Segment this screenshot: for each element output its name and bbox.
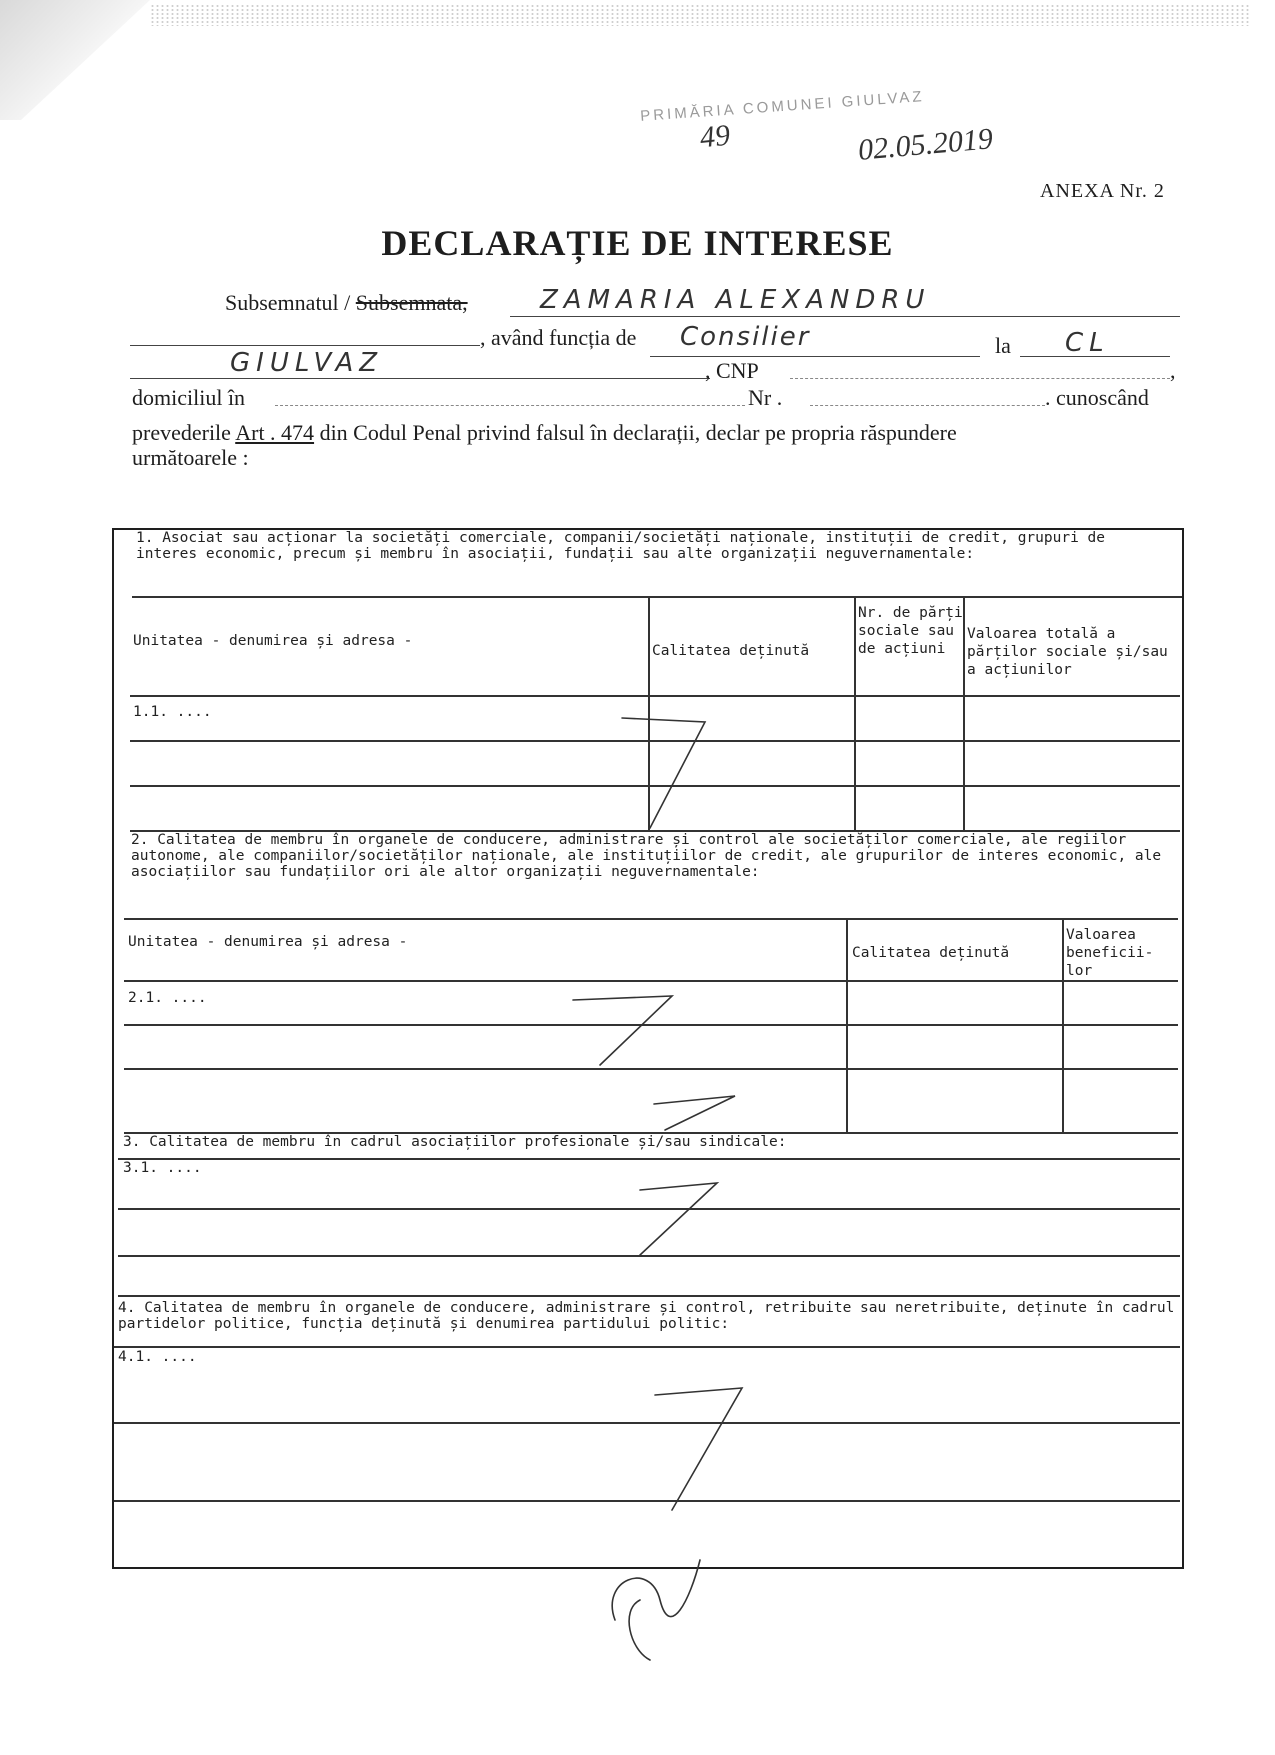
registration-date: 02.05.2019 (856, 122, 995, 167)
s1-col-shares: Nr. de părți sociale sau de acțiuni (858, 605, 963, 657)
domicile-label: domiciliul în (132, 385, 246, 410)
s2-row-label: 2.1. .... (128, 990, 207, 1006)
cnp-label: , CNP (705, 358, 759, 383)
comma: , (1170, 358, 1176, 383)
strike-mark-section-3a (654, 1096, 735, 1130)
registration-number: 49 (698, 118, 732, 155)
article-reference: Art . 474 (235, 420, 315, 445)
s1-col-quality: Calitatea deținută (652, 643, 810, 659)
s2-col-quality: Calitatea deținută (852, 945, 1010, 961)
section-1-heading: 1. Asociat sau acționar la societăți comerciale, companii/societăți naționale, instituții de credit, grupuri de interes economic, precum și membru în asociații, fundații sau alte organizații neguvernamentale: (136, 530, 1106, 562)
strike-mark-section-3b (640, 1183, 717, 1255)
s1-col-value: Valoarea totală a părților sociale și/sau a acțiunilor (967, 626, 1168, 678)
s2-col-unit: Unitatea - denumirea și adresa - (128, 934, 408, 950)
section-3-heading: 3. Calitatea de membru în cadrul asociațiilor profesionale și/sau sindicale: (123, 1134, 787, 1150)
s4-row-label: 4.1. .... (118, 1349, 197, 1365)
function-value: Consilier (680, 322, 811, 352)
function-label: , având funcția de (480, 325, 637, 350)
registration-stamp: PRIMĂRIA COMUNEI GIULVAZ (639, 88, 926, 125)
section-4-heading: 4. Calitatea de membru în organele de conducere, administrare și control, retribuite sau neretribuite, deținute în cadrul partidelor politice, funcția deținută și denumirea partidului politic: (118, 1300, 1175, 1332)
institution-continued-value: GIULVAZ (230, 348, 384, 378)
strike-mark-section-1 (622, 718, 705, 828)
subsemnata-label-struck: Subsemnata, (355, 290, 468, 315)
subsemnatul-label: Subsemnatul / Subsemnata, (225, 290, 468, 315)
signature (612, 1560, 700, 1660)
nr-label: Nr . (748, 385, 783, 410)
declarant-name: ZAMARIA ALEXANDRU (540, 285, 931, 315)
legal-statement: prevederile Art . 474 din Codul Penal privind falsul în declarații, declar pe propria răspundere următoarele : (132, 420, 957, 470)
annex-label: ANEXA Nr. 2 (1040, 180, 1165, 202)
document-title: DECLARAȚIE DE INTERESE (381, 223, 894, 263)
strike-mark-section-2 (573, 996, 672, 1065)
s1-row-label: 1.1. .... (133, 704, 212, 720)
strike-mark-section-4 (655, 1388, 742, 1510)
s2-col-benefit: Valoarea beneficii-lor (1066, 927, 1154, 979)
s1-col-unit: Unitatea - denumirea și adresa - (133, 633, 413, 649)
s3-row-label: 3.1. .... (123, 1160, 202, 1176)
section-2-heading: 2. Calitatea de membru în organele de conducere, administrare și control ale societăților comerciale, ale regiilor autonome, ale companiilor/societăților naționale, ale instituțiilor de credit, ale grupurilor de interes economic, ale asociațiilor sau fundațiilor ori ale altor organizații neguvernamentale: (131, 832, 1162, 880)
at-label: la (995, 333, 1011, 358)
institution-value: CL (1065, 328, 1110, 358)
knowing-label: . cunoscând (1045, 385, 1149, 410)
